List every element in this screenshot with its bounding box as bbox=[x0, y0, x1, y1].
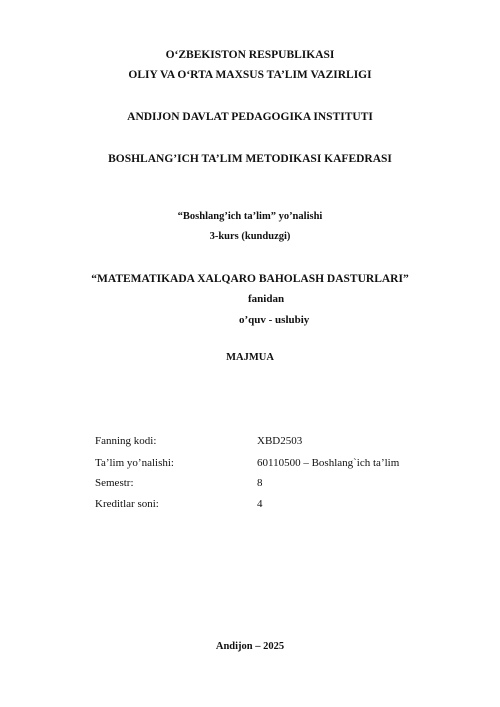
info-row bbox=[0, 456, 500, 470]
ministry-heading: OLIY VA O‘RTA MAXSUS TA’LIM VAZIRLIGI bbox=[128, 69, 372, 81]
fanidan-label: fanidan bbox=[248, 293, 285, 305]
institute-heading: ANDIJON DAVLAT PEDAGOGIKA INSTITUTI bbox=[127, 111, 373, 123]
info-row bbox=[0, 476, 500, 490]
material-type: o’quv - uslubiy bbox=[239, 314, 310, 326]
republic-heading: O‘ZBEKISTON RESPUBLIKASI bbox=[165, 49, 335, 61]
info-value: XBD2503 bbox=[257, 435, 303, 447]
course-label: 3-kurs (kunduzgi) bbox=[209, 231, 291, 242]
info-label: Ta’lim yo’nalishi: bbox=[95, 457, 174, 469]
program-direction: “Boshlang’ich ta’lim” yo’nalishi bbox=[177, 211, 323, 222]
info-row bbox=[0, 497, 500, 511]
subject-title: “MATEMATIKADA XALQARO BAHOLASH DASTURLARI” bbox=[91, 273, 409, 285]
info-value: 8 bbox=[257, 477, 263, 489]
department-heading: BOSHLANG’ICH TA’LIM METODIKASI KAFEDRASI bbox=[108, 153, 392, 165]
info-label: Kreditlar soni: bbox=[95, 498, 159, 510]
info-value: 4 bbox=[257, 498, 263, 510]
info-label: Semestr: bbox=[95, 477, 134, 489]
info-row bbox=[0, 434, 500, 448]
place-year-footer: Andijon – 2025 bbox=[215, 641, 285, 652]
info-label: Fanning kodi: bbox=[95, 435, 157, 447]
info-value: 60110500 – Boshlang`ich ta’lim bbox=[257, 457, 400, 469]
majmua-heading: MAJMUA bbox=[226, 352, 274, 363]
